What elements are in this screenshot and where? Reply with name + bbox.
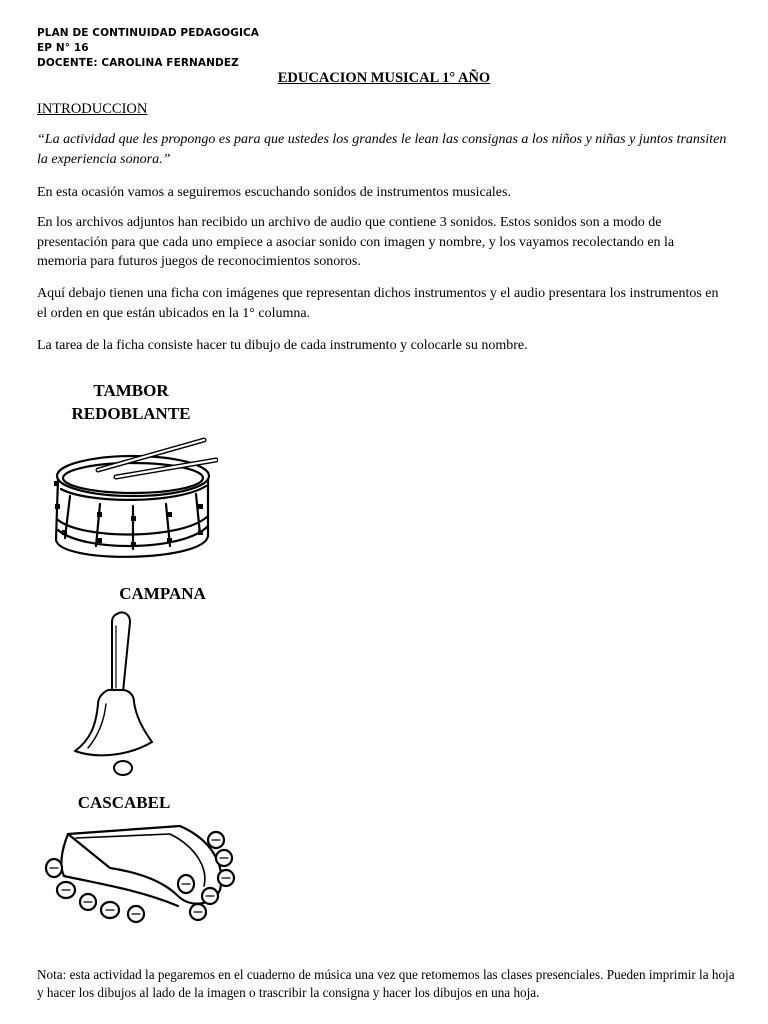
paragraph-3: Aquí debajo tienen una ficha con imágenes que representan dichos instrumentos y el audio presentara los instrumentos en el orden en que están ubicados en la 1° columna. — [37, 286, 719, 321]
header-school: EP N° 16 — [37, 42, 89, 54]
tambourine-illustration — [40, 820, 240, 930]
document-header — [37, 26, 259, 71]
drum-label — [60, 379, 202, 425]
drum-label-line2: REDOBLANTE — [71, 404, 191, 423]
paragraph-2: En los archivos adjuntos han recibido un archivo de audio que contiene 3 sonidos. Estos sonidos son a modo de presentación para que cada uno empiece a asociar sonido con imagen y nombre, y los vayamos recolectando en la memoria para futuros juegos de reconocimientos sonoros. — [37, 215, 675, 269]
drum-label-line1: TAMBOR — [93, 381, 169, 400]
section-heading: INTRODUCCION — [37, 101, 148, 117]
header-plan: PLAN DE CONTINUIDAD PEDAGOGICA — [37, 27, 260, 39]
bell-label: CAMPANA — [119, 584, 206, 603]
header-teacher: DOCENTE: CAROLINA FERNANDEZ — [37, 57, 239, 69]
footer-note: Nota: esta actividad la pegaremos en el cuaderno de música una vez que retomemos las clases presenciales. Pueden imprimir la hoja y hacer los dibujos al lado de la imagen o trascribir la consigna y hacer los dibujos en una hoja. — [37, 967, 735, 1000]
intro-quote: “La actividad que les propongo es para que ustedes los grandes le lean las consignas a los niños y niñas y juntos transiten la experiencia sonora.” — [37, 132, 727, 167]
page-title: EDUCACION MUSICAL 1° AÑO — [277, 70, 491, 86]
tambourine-label: CASCABEL — [77, 793, 171, 812]
hand-bell-illustration — [70, 608, 160, 780]
paragraph-4: La tarea de la ficha consiste hacer tu dibujo de cada instrumento y colocarle su nombre. — [37, 338, 528, 353]
paragraph-1: En esta ocasión vamos a seguiremos escuchando sonidos de instrumentos musicales. — [37, 185, 511, 200]
snare-drum-illustration — [48, 434, 218, 566]
